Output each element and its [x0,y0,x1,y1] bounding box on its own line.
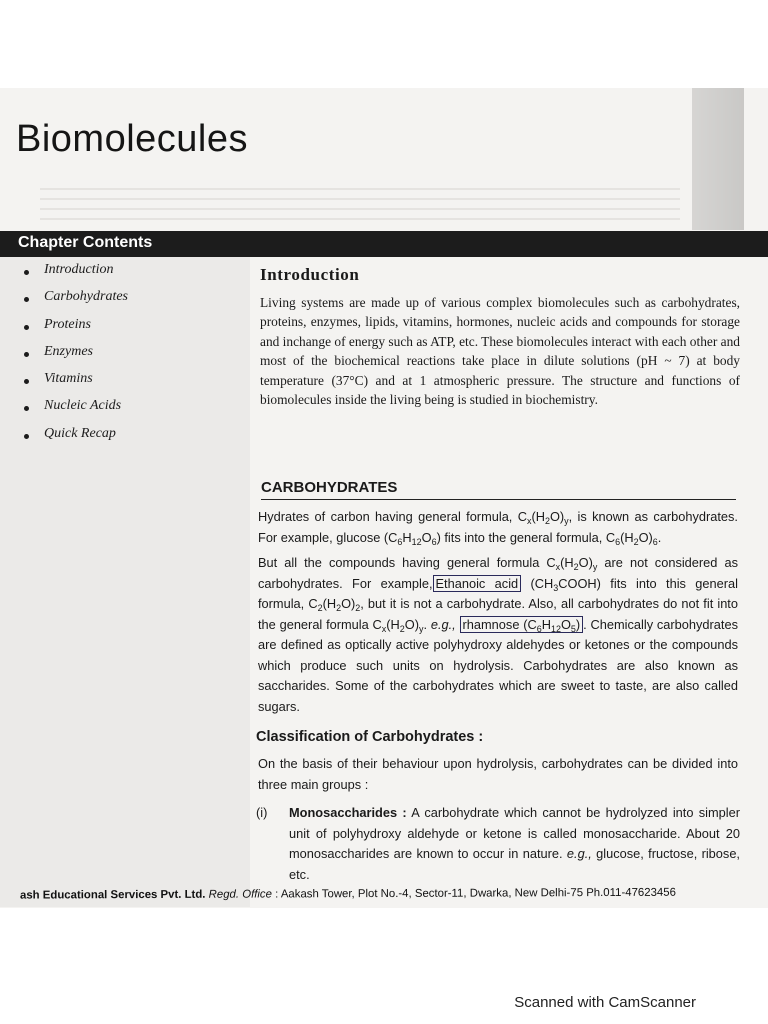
toc-item-quick-recap[interactable]: Quick Recap [22,426,128,453]
list-number: (i) [256,805,268,820]
rhamnose-box: rhamnose $(C_6H_{12}O_5)$ [460,616,584,633]
bleed-through-text [40,180,680,220]
classification-paragraph: On the basis of their behaviour upon hydrolysis, carbohydrates can be divided into three main groups : [258,756,738,792]
toc-item-introduction[interactable]: Introduction [22,262,128,289]
page-footer: ash Educational Services Pvt. Ltd. Regd. Office : Aakash Tower, Plot No.-4, Sector-11, Dwarka, New Delhi-75 Ph.011-47623456 [19,886,676,902]
toc-item-nucleic-acids[interactable]: Nucleic Acids [22,398,128,425]
toc-item-vitamins[interactable]: Vitamins [22,371,128,398]
camscanner-watermark: Scanned with CamScanner [514,994,696,1011]
term-monosaccharides: Monosaccharides : [289,805,407,820]
introduction-heading: Introduction [260,265,360,284]
carbohydrates-heading: CARBOHYDRATES [261,479,736,500]
toc-item-enzymes[interactable]: Enzymes [22,344,128,371]
carbohydrates-explanation: But all the compounds having general formula $C_x(H_2O)_y$ are not considered as carbohydrates. For example, Ethanoic acid $(CH_3COOH)$ fits into this general formula, $C_2(H_2O)_2$, but it is not a carbohydrate. Also, all carbohydrates do not fit into the general formula $C_x(H_2O)_y$. e.g., rhamnose $(C_6H_{12}O_5)$ . Chemically carbohydrates are defined as optically active polyhydroxy aldehydes or ketones or the compounds which produce such units on hydrolysis. Carbohydrates are also known as saccharides. Some of the carbohydrates which are sweet to taste, are also called sugars. [258,555,738,714]
classification-heading: Classification of Carbohydrates : [256,729,484,745]
ethanoic-acid-box: Ethanoic acid [433,575,522,592]
carbohydrates-definition: Hydrates of carbon having general formula, $C_x(H_2O)_y$, is known as carbohydrates. For example, glucose $(C_6H_{12}O_6)$ fits into the general formula, $C_6(H_2O)_6$. [258,509,738,547]
toc-item-proteins[interactable]: Proteins [22,317,128,344]
toc-item-carbohydrates[interactable]: Carbohydrates [22,289,128,316]
introduction-paragraph: Living systems are made up of various complex biomolecules such as carbohydrates, proteins, enzymes, lipids, vitamins, hormones, nucleic acids and compounds for storage and inchange of energy such as ATP, etc. These biomolecules interact with each other and most of the biochemical reactions take place in dilute solutions (pH ~ 7) at body temperature (37°C) and at 1 atmospheric pressure. The structure and functions of biomolecules inside the living being is studied in biochemistry. [260,295,740,408]
scan-edge-shadow [692,88,744,230]
table-of-contents [22,262,128,453]
list-item-monosaccharides: (i) Monosaccharides : A carbohydrate which cannot be hydrolyzed into simpler unit of polyhydroxy aldehyde or ketone is called monosaccharide. About 20 monosaccharides are known to occur in nature. e.g., glucose, fructose, ribose, etc. [256,805,740,882]
scan-top-margin [0,0,768,88]
page-title: Biomolecules [16,118,248,160]
chapter-contents-bar [0,231,768,257]
chapter-contents-label: Chapter Contents [18,234,153,251]
introduction-section [258,265,740,409]
